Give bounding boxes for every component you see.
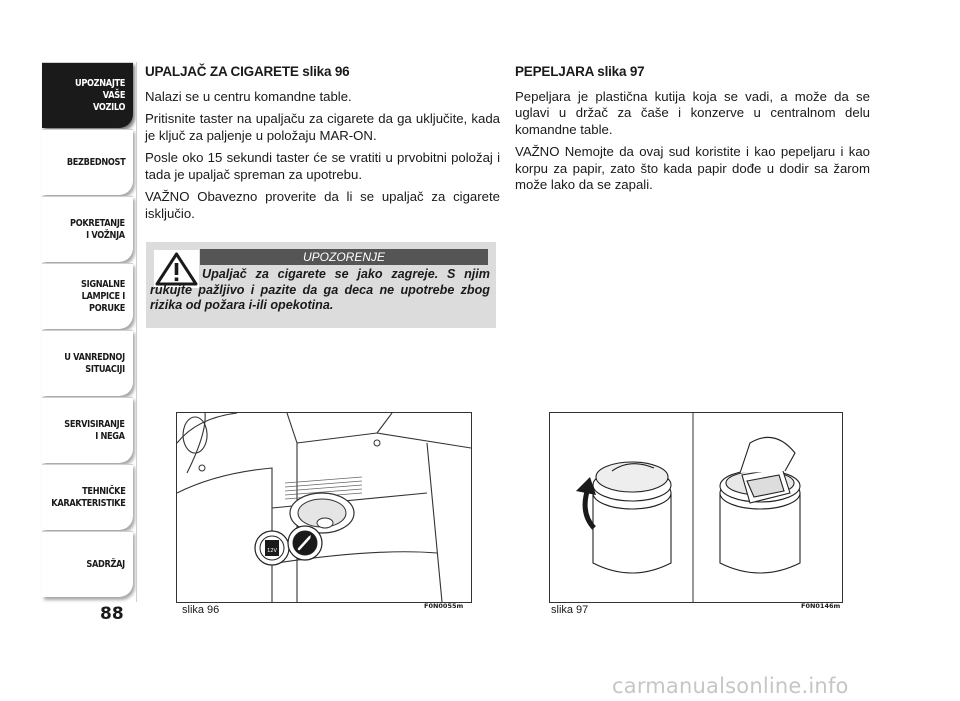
paragraph: VAŽNO Obavezno proverite da li se upaljač za cigarete isključio. bbox=[145, 189, 500, 221]
paragraph: VAŽNO Nemojte da ovaj sud koristite i kao pepeljaru i kao korpu za papir, zato što kada papir dođe u dodir sa žarom može lako da se zapali. bbox=[515, 144, 870, 192]
figure-96-cigarette-lighter bbox=[176, 412, 472, 603]
tab-tehnicke-karakteristike[interactable] bbox=[42, 464, 133, 530]
tab-upoznajte-vase-vozilo[interactable] bbox=[42, 62, 133, 128]
tab-label: U VANREDNOJ SITUACIJI bbox=[64, 351, 125, 375]
cigarette-lighter-section bbox=[145, 64, 500, 228]
tab-label: UPOZNAJTE VAŠE VOZILO bbox=[74, 77, 125, 113]
warning-text: Upaljač za cigarete se jako zagreje. S njim rukujte pažljivo i pazite da ga deca ne upotrebe zbog rizika od požara i-ili opekotina. bbox=[150, 267, 490, 312]
tab-label: POKRETANJE I VOŽNJA bbox=[70, 217, 125, 241]
tab-label: TEHNIČKE KARAKTERISTIKE bbox=[50, 485, 125, 509]
tab-signalne-lampice[interactable] bbox=[42, 263, 133, 329]
paragraph: Nalazi se u centru komandne table. bbox=[145, 88, 352, 104]
socket-label: 12V bbox=[267, 548, 277, 554]
tab-pokretanje-i-voznja[interactable] bbox=[42, 196, 133, 262]
tab-label: SADRŽAJ bbox=[86, 558, 125, 570]
tab-label: SERVISIRANJE I NEGA bbox=[64, 418, 125, 442]
lighter-illustration bbox=[177, 413, 471, 602]
figure-96-code: F0N0055m bbox=[424, 602, 464, 610]
figure-97-code: F0N0146m bbox=[801, 602, 841, 610]
figure-97-ashtray bbox=[549, 412, 843, 603]
tab-sadrzaj[interactable] bbox=[42, 531, 133, 597]
ashtray-illustration bbox=[550, 413, 842, 602]
paragraph: Pritisnite taster na upaljaču za cigarete da ga uključite, kada je ključ za paljenje u položaju MAR-ON. bbox=[145, 111, 500, 143]
section-title: PEPELJARA slika 97 bbox=[515, 64, 645, 79]
section-title: UPALJAČ ZA CIGARETE slika 96 bbox=[145, 64, 350, 79]
tab-label: BEZBEDNOST bbox=[66, 156, 125, 168]
warning-box bbox=[146, 242, 496, 328]
tab-servisiranje-i-nega[interactable] bbox=[42, 397, 133, 463]
figure-96-caption: slika 96 bbox=[182, 604, 220, 616]
watermark: carmanualsonline.info bbox=[612, 674, 849, 698]
warning-heading: UPOZORENJE bbox=[200, 249, 488, 265]
ashtray-section bbox=[515, 64, 870, 200]
chapter-tabs bbox=[42, 62, 133, 598]
paragraph: Pepeljara je plastična kutija koja se vadi, a može da se uglavi u držač za čaše i konzerve u centralnom delu komandne table. bbox=[515, 88, 870, 137]
tab-bezbednost[interactable] bbox=[42, 129, 133, 195]
tab-divider bbox=[136, 62, 137, 602]
page-number: 88 bbox=[100, 604, 124, 624]
figure-97-caption: slika 97 bbox=[551, 604, 589, 616]
tab-u-vanrednoj-situaciji[interactable] bbox=[42, 330, 133, 396]
paragraph: Posle oko 15 sekundi taster će se vratiti u prvobitni položaj i tada je upaljač spreman za upotrebu. bbox=[145, 150, 500, 182]
tab-label: SIGNALNE LAMPICE I PORUKE bbox=[81, 278, 125, 314]
